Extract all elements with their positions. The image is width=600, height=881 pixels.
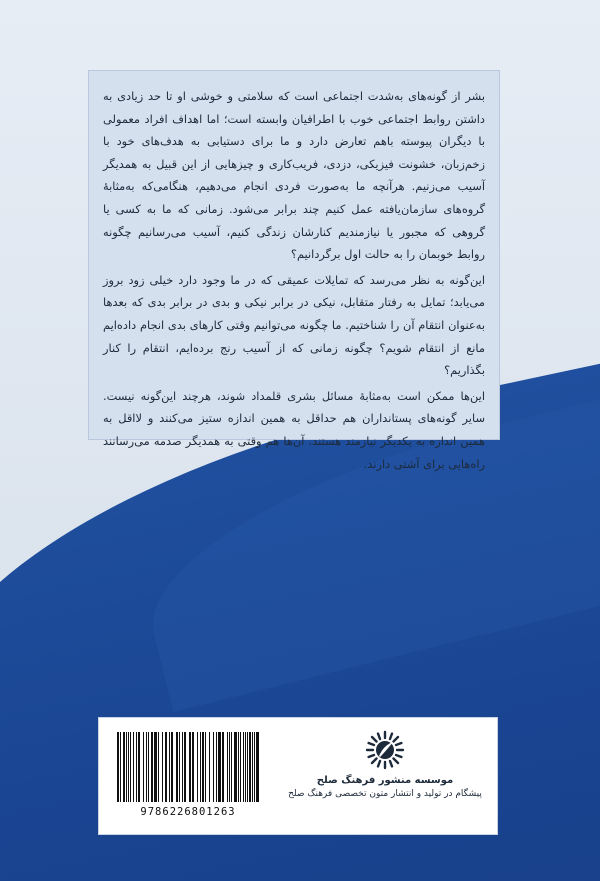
barcode-bar [213, 732, 214, 802]
barcode-bar [162, 732, 163, 802]
barcode-bar [123, 732, 125, 802]
barcode-bar [256, 732, 259, 802]
barcode-bar [169, 732, 170, 802]
barcode-bar [245, 732, 246, 802]
barcode-bar [200, 732, 201, 802]
barcode-bar [202, 732, 204, 802]
barcode-bar [143, 732, 144, 802]
barcode-bar [238, 732, 239, 802]
barcode-bar [247, 732, 248, 802]
barcode-bar [120, 732, 121, 802]
barcode-bar [222, 732, 224, 802]
quill-sunburst-icon [365, 730, 405, 770]
barcode-bar [252, 732, 253, 802]
publisher-block [285, 730, 485, 801]
barcode-bar [209, 732, 210, 802]
barcode-bar [249, 732, 251, 802]
barcode-bar [136, 732, 137, 802]
barcode-bar [138, 732, 140, 802]
barcode-bar [216, 732, 217, 802]
barcode-bar [154, 732, 157, 802]
barcode-bar [197, 732, 198, 802]
barcode-bar [189, 732, 191, 802]
barcode-bar [227, 732, 228, 802]
publisher-name: موسسه منشور فرهنگ صلح [316, 775, 454, 786]
barcode-bar [184, 732, 186, 802]
barcode-bar [148, 732, 149, 802]
barcode-bar [128, 732, 129, 802]
barcode-bar [218, 732, 221, 802]
barcode-bar [133, 732, 134, 802]
barcode-bar [234, 732, 237, 802]
barcode-bar [176, 732, 178, 802]
barcode-bar [205, 732, 206, 802]
blurb-paragraph-1: بشر از گونه‌های به‌شدت اجتماعی است که سلامتی و خوشی او تا حد زیادی به داشتن روابط اجتماعی خوب با اطرافیان وابسته است؛ اما اهداف افراد معمولی با دیگران پیوسته باهم تعارض دارد و ما برای دستیابی به هدف‌های خود با زخم‌زبان، خشونت فیزیکی، دزدی، فریب‌کاری و چیزهایی از این قبیل به همدیگر آسیب می‌زنیم. هرآنچه ما به‌صورت فردی انجام می‌دهیم، هنگامی‌که به‌مثابهٔ گروه‌های سازمان‌یافته عمل کنیم چند برابر می‌شود. زمانی که ما به کسی یا گروهی که مجبور یا نیازمندیم کنارشان زندگی کنیم، آسیب می‌رسانیم چگونه روابط خوبمان را به حالت اول برگردانیم؟ [103, 89, 485, 262]
barcode-bar [192, 732, 194, 802]
isbn-barcode [113, 730, 263, 822]
barcode-bar [182, 732, 183, 802]
blurb-paragraph-3: این‌ها ممکن است به‌مثابهٔ مسائل بشری قلمداد شوند، هرچند این‌گونه نیست. سایر گونه‌های پستانداران هم حداقل به همین اندازه ستیز می‌کنند و لااقل به همین اندازه به یکدیگر نیازمند هستند. آن‌ها هم وقتی به همدیگر صدمه می‌رسانند راه‌هایی برای آشتی دارند. [103, 388, 485, 471]
publisher-tagline: پیشگام در تولید و انتشار متون تخصصی فرهنگ صلح [288, 789, 482, 799]
barcode-bar [240, 732, 241, 802]
barcode-bar [158, 732, 159, 802]
barcode-bar [165, 732, 167, 802]
blurb-paragraph-2: این‌گونه به نظر می‌رسد که تمایلات عمیقی که در ما وجود دارد خیلی زود بروز می‌یابد؛ تمایل به رفتار متقابل، نیکی در برابر نیکی و بدی در برابر بدی که بعدها به‌عنوان انتقام آن را شناختیم. ما چگونه می‌توانیم وقتی کارهای بدی انجام داده‌ایم مانع از انتقام شویم؟ چگونه زمانی که از آسیب رنج برده‌ایم، انتقام را کنار بگذاریم؟ [103, 272, 485, 378]
barcode-bar [126, 732, 127, 802]
barcode-bar [171, 732, 173, 802]
barcode-bar [231, 732, 232, 802]
blurb-panel [88, 70, 500, 471]
barcode-bar [254, 732, 255, 802]
barcode-bar [229, 732, 230, 802]
isbn-number: 9786226801263 [140, 806, 236, 818]
barcode-bars [113, 730, 263, 804]
barcode-bar [151, 732, 153, 802]
barcode-bar [146, 732, 147, 802]
barcode-bar [179, 732, 180, 802]
barcode-bar [130, 732, 131, 802]
barcode-bar [117, 732, 119, 802]
barcode-bar [243, 732, 244, 802]
publisher-footer [98, 717, 498, 835]
